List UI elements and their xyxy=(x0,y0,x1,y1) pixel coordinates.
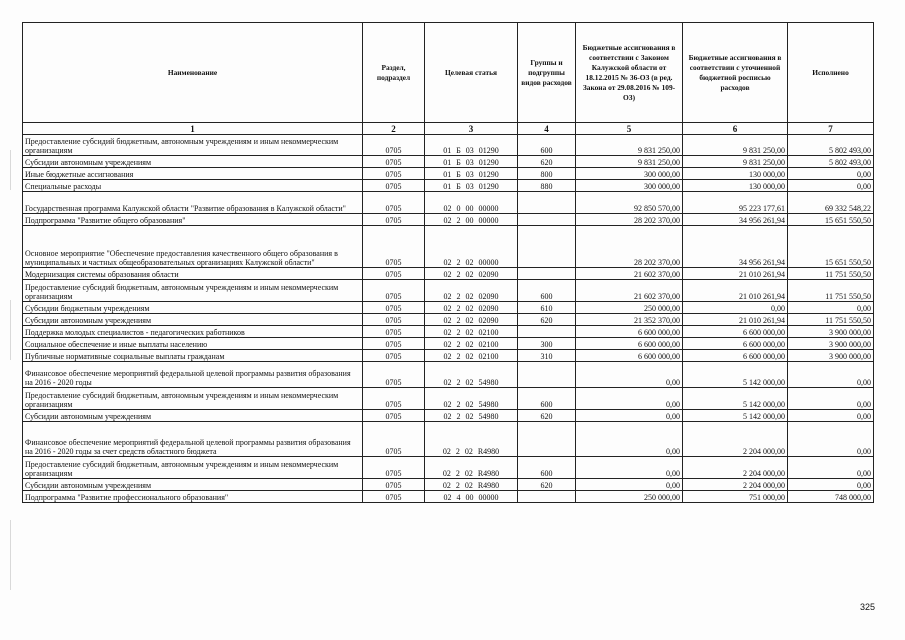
row-budget-law: 9 831 250,00 xyxy=(576,135,683,156)
row-name: Субсидии автономным учреждениям xyxy=(23,314,363,326)
row-section: 0705 xyxy=(363,457,425,479)
row-executed: 3 900 000,00 xyxy=(788,338,874,350)
target-article-code: 01 Б 03 01290 xyxy=(443,146,499,155)
table-row xyxy=(23,388,874,410)
scan-margin-mark xyxy=(10,300,11,360)
target-article-code: 02 2 02 R4980 xyxy=(442,469,500,478)
column-number: 1 xyxy=(23,123,363,135)
row-budget-refined: 751 000,00 xyxy=(683,491,788,503)
target-article-code: 02 2 02 02090 xyxy=(443,304,499,313)
column-number: 6 xyxy=(683,123,788,135)
row-target-article xyxy=(425,135,518,156)
row-budget-law: 21 602 370,00 xyxy=(576,268,683,280)
row-budget-refined: 21 010 261,94 xyxy=(683,268,788,280)
target-article-code: 02 2 02 02100 xyxy=(443,328,499,337)
row-budget-refined: 9 831 250,00 xyxy=(683,135,788,156)
row-target-article xyxy=(425,156,518,168)
row-name: Субсидии автономным учреждениям xyxy=(23,410,363,422)
row-name: Предоставление субсидий бюджетным, автономным учреждениям и иным некоммерческим организациям xyxy=(23,135,363,156)
row-budget-law: 0,00 xyxy=(576,422,683,457)
table-row xyxy=(23,350,874,362)
row-section: 0705 xyxy=(363,226,425,268)
table-row xyxy=(23,192,874,214)
row-name: Социальное обеспечение и иные выплаты населению xyxy=(23,338,363,350)
table-row xyxy=(23,479,874,491)
row-executed: 0,00 xyxy=(788,457,874,479)
row-target-article xyxy=(425,268,518,280)
row-budget-refined: 6 600 000,00 xyxy=(683,338,788,350)
row-budget-refined: 5 142 000,00 xyxy=(683,388,788,410)
row-target-article xyxy=(425,422,518,457)
row-executed: 748 000,00 xyxy=(788,491,874,503)
target-article-code: 02 2 02 54980 xyxy=(443,400,499,409)
row-executed: 11 751 550,50 xyxy=(788,268,874,280)
target-article-code: 02 2 02 02090 xyxy=(443,292,499,301)
row-budget-law: 28 202 370,00 xyxy=(576,214,683,226)
table-row xyxy=(23,314,874,326)
row-budget-refined: 6 600 000,00 xyxy=(683,350,788,362)
row-expense-group: 620 xyxy=(518,314,576,326)
table-row xyxy=(23,457,874,479)
row-budget-refined: 21 010 261,94 xyxy=(683,314,788,326)
row-section: 0705 xyxy=(363,302,425,314)
row-expense-group xyxy=(518,226,576,268)
column-number: 2 xyxy=(363,123,425,135)
table-row xyxy=(23,168,874,180)
row-executed: 11 751 550,50 xyxy=(788,314,874,326)
row-executed: 11 751 550,50 xyxy=(788,280,874,302)
header-budget-law: Бюджетные ассигнования в соответствии с Законом Калужской области от 18.12.2015 № 36-ОЗ (в ред. Закона от 29.08.2016 № 109-ОЗ) xyxy=(576,23,683,123)
target-article-code: 01 Б 03 01290 xyxy=(443,170,499,179)
row-name: Поддержка молодых специалистов - педагогических работников xyxy=(23,326,363,338)
row-expense-group: 620 xyxy=(518,479,576,491)
row-executed: 0,00 xyxy=(788,479,874,491)
target-article-code: 02 2 02 54980 xyxy=(443,378,499,387)
row-expense-group xyxy=(518,268,576,280)
row-budget-refined: 0,00 xyxy=(683,302,788,314)
header-row xyxy=(23,23,874,123)
table-row xyxy=(23,156,874,168)
header-section: Раздел, подраздел xyxy=(363,23,425,123)
target-article-code: 02 2 02 R4980 xyxy=(442,481,500,490)
row-target-article xyxy=(425,302,518,314)
target-article-code: 02 2 00 00000 xyxy=(443,216,499,225)
row-name: Субсидии бюджетным учреждениям xyxy=(23,302,363,314)
row-expense-group: 300 xyxy=(518,338,576,350)
row-section: 0705 xyxy=(363,192,425,214)
table-row xyxy=(23,135,874,156)
row-name: Основное мероприятие "Обеспечение предоставления качественного общего образования в муниципальных и частных общеобразовательных организациях Калужской области" xyxy=(23,226,363,268)
row-budget-law: 6 600 000,00 xyxy=(576,338,683,350)
row-budget-refined: 6 600 000,00 xyxy=(683,326,788,338)
row-section: 0705 xyxy=(363,479,425,491)
row-target-article xyxy=(425,192,518,214)
row-executed: 0,00 xyxy=(788,410,874,422)
row-budget-refined: 130 000,00 xyxy=(683,168,788,180)
row-budget-refined: 2 204 000,00 xyxy=(683,479,788,491)
row-name: Предоставление субсидий бюджетным, автономным учреждениям и иным некоммерческим организациям xyxy=(23,457,363,479)
row-budget-refined: 5 142 000,00 xyxy=(683,410,788,422)
row-budget-law: 21 602 370,00 xyxy=(576,280,683,302)
row-budget-refined: 95 223 177,61 xyxy=(683,192,788,214)
row-target-article xyxy=(425,457,518,479)
row-section: 0705 xyxy=(363,326,425,338)
row-expense-group: 620 xyxy=(518,156,576,168)
target-article-code: 02 2 02 02100 xyxy=(443,340,499,349)
row-expense-group: 600 xyxy=(518,280,576,302)
table-row xyxy=(23,268,874,280)
row-section: 0705 xyxy=(363,388,425,410)
table-row xyxy=(23,422,874,457)
page-number: 325 xyxy=(859,602,875,612)
target-article-code: 01 Б 03 01290 xyxy=(443,182,499,191)
column-number: 5 xyxy=(576,123,683,135)
budget-table xyxy=(22,22,874,503)
row-target-article xyxy=(425,362,518,388)
row-expense-group xyxy=(518,362,576,388)
row-expense-group: 600 xyxy=(518,388,576,410)
row-expense-group: 880 xyxy=(518,180,576,192)
row-expense-group xyxy=(518,326,576,338)
row-executed: 5 802 493,00 xyxy=(788,135,874,156)
row-budget-law: 28 202 370,00 xyxy=(576,226,683,268)
row-name: Подпрограмма "Развитие общего образования" xyxy=(23,214,363,226)
row-section: 0705 xyxy=(363,350,425,362)
target-article-code: 02 2 02 54980 xyxy=(443,412,499,421)
row-section: 0705 xyxy=(363,314,425,326)
row-executed: 0,00 xyxy=(788,302,874,314)
row-name: Финансовое обеспечение мероприятий федеральной целевой программы развития образования на 2016 - 2020 годы xyxy=(23,362,363,388)
row-name: Модернизация системы образования области xyxy=(23,268,363,280)
row-name: Финансовое обеспечение мероприятий федеральной целевой программы развития образования на 2016 - 2020 годы за счет средств областного бюджета xyxy=(23,422,363,457)
row-budget-law: 0,00 xyxy=(576,388,683,410)
row-executed: 0,00 xyxy=(788,422,874,457)
row-section: 0705 xyxy=(363,491,425,503)
row-executed: 0,00 xyxy=(788,180,874,192)
header-budget-refined: Бюджетные ассигнования в соответствии с уточненной бюджетной росписью расходов xyxy=(683,23,788,123)
row-target-article xyxy=(425,314,518,326)
row-budget-refined: 9 831 250,00 xyxy=(683,156,788,168)
row-section: 0705 xyxy=(363,168,425,180)
target-article-code: 01 Б 03 01290 xyxy=(443,158,499,167)
column-number: 4 xyxy=(518,123,576,135)
scan-margin-mark xyxy=(10,520,11,590)
row-expense-group xyxy=(518,491,576,503)
column-number: 7 xyxy=(788,123,874,135)
row-executed: 15 651 550,50 xyxy=(788,226,874,268)
target-article-code: 02 0 00 00000 xyxy=(443,204,499,213)
table-row xyxy=(23,302,874,314)
row-budget-law: 92 850 570,00 xyxy=(576,192,683,214)
row-name: Подпрограмма "Развитие профессионального образования" xyxy=(23,491,363,503)
row-budget-law: 21 352 370,00 xyxy=(576,314,683,326)
row-section: 0705 xyxy=(363,180,425,192)
row-target-article xyxy=(425,350,518,362)
row-budget-refined: 34 956 261,94 xyxy=(683,226,788,268)
target-article-code: 02 2 02 02090 xyxy=(443,270,499,279)
row-budget-law: 300 000,00 xyxy=(576,180,683,192)
row-target-article xyxy=(425,338,518,350)
target-article-code: 02 4 00 00000 xyxy=(443,493,499,502)
row-budget-refined: 34 956 261,94 xyxy=(683,214,788,226)
row-target-article xyxy=(425,168,518,180)
row-budget-law: 0,00 xyxy=(576,479,683,491)
row-executed: 69 332 548,22 xyxy=(788,192,874,214)
column-number-row xyxy=(23,123,874,135)
row-section: 0705 xyxy=(363,362,425,388)
row-expense-group: 620 xyxy=(518,410,576,422)
target-article-code: 02 2 02 02100 xyxy=(443,352,499,361)
row-executed: 0,00 xyxy=(788,388,874,410)
row-executed: 0,00 xyxy=(788,362,874,388)
table-row xyxy=(23,226,874,268)
column-number: 3 xyxy=(425,123,518,135)
row-executed: 15 651 550,50 xyxy=(788,214,874,226)
row-name: Предоставление субсидий бюджетным, автономным учреждениям и иным некоммерческим организациям xyxy=(23,280,363,302)
row-name: Субсидии автономным учреждениям xyxy=(23,156,363,168)
row-name: Государственная программа Калужской области "Развитие образования в Калужской области" xyxy=(23,192,363,214)
row-section: 0705 xyxy=(363,135,425,156)
row-budget-law: 250 000,00 xyxy=(576,302,683,314)
row-budget-law: 6 600 000,00 xyxy=(576,326,683,338)
row-budget-refined: 2 204 000,00 xyxy=(683,422,788,457)
row-budget-law: 0,00 xyxy=(576,457,683,479)
row-section: 0705 xyxy=(363,422,425,457)
header-expense-groups: Группы и подгруппы видов расходов xyxy=(518,23,576,123)
table-header xyxy=(23,23,874,135)
row-budget-law: 0,00 xyxy=(576,362,683,388)
row-name: Публичные нормативные социальные выплаты гражданам xyxy=(23,350,363,362)
row-expense-group: 310 xyxy=(518,350,576,362)
row-budget-law: 6 600 000,00 xyxy=(576,350,683,362)
table-row xyxy=(23,338,874,350)
header-target-article: Целевая статья xyxy=(425,23,518,123)
row-executed: 3 900 000,00 xyxy=(788,350,874,362)
row-budget-refined: 2 204 000,00 xyxy=(683,457,788,479)
header-executed: Исполнено xyxy=(788,23,874,123)
scan-margin-mark xyxy=(10,150,11,190)
row-expense-group: 800 xyxy=(518,168,576,180)
row-target-article xyxy=(425,214,518,226)
table-row xyxy=(23,280,874,302)
row-section: 0705 xyxy=(363,280,425,302)
header-name: Наименование xyxy=(23,23,363,123)
row-name: Иные бюджетные ассигнования xyxy=(23,168,363,180)
row-target-article xyxy=(425,479,518,491)
row-budget-refined: 21 010 261,94 xyxy=(683,280,788,302)
row-target-article xyxy=(425,491,518,503)
row-executed: 3 900 000,00 xyxy=(788,326,874,338)
row-budget-law: 300 000,00 xyxy=(576,168,683,180)
row-target-article xyxy=(425,388,518,410)
row-expense-group xyxy=(518,192,576,214)
target-article-code: 02 2 02 02090 xyxy=(443,316,499,325)
row-section: 0705 xyxy=(363,268,425,280)
table-row xyxy=(23,491,874,503)
row-target-article xyxy=(425,326,518,338)
table-row xyxy=(23,326,874,338)
row-target-article xyxy=(425,280,518,302)
target-article-code: 02 2 02 R4980 xyxy=(442,447,500,456)
row-budget-law: 0,00 xyxy=(576,410,683,422)
row-section: 0705 xyxy=(363,214,425,226)
row-target-article xyxy=(425,410,518,422)
row-expense-group xyxy=(518,214,576,226)
row-target-article xyxy=(425,180,518,192)
row-section: 0705 xyxy=(363,156,425,168)
table-body xyxy=(23,135,874,503)
table-row xyxy=(23,214,874,226)
row-executed: 0,00 xyxy=(788,168,874,180)
row-budget-refined: 130 000,00 xyxy=(683,180,788,192)
row-expense-group: 600 xyxy=(518,135,576,156)
row-section: 0705 xyxy=(363,338,425,350)
table-row xyxy=(23,410,874,422)
row-expense-group xyxy=(518,422,576,457)
row-budget-law: 250 000,00 xyxy=(576,491,683,503)
row-budget-law: 9 831 250,00 xyxy=(576,156,683,168)
row-expense-group: 610 xyxy=(518,302,576,314)
row-name: Субсидии автономным учреждениям xyxy=(23,479,363,491)
table-row xyxy=(23,180,874,192)
row-expense-group: 600 xyxy=(518,457,576,479)
target-article-code: 02 2 02 00000 xyxy=(443,258,499,267)
table-row xyxy=(23,362,874,388)
row-name: Специальные расходы xyxy=(23,180,363,192)
row-target-article xyxy=(425,226,518,268)
row-budget-refined: 5 142 000,00 xyxy=(683,362,788,388)
row-name: Предоставление субсидий бюджетным, автономным учреждениям и иным некоммерческим организациям xyxy=(23,388,363,410)
row-executed: 5 802 493,00 xyxy=(788,156,874,168)
row-section: 0705 xyxy=(363,410,425,422)
